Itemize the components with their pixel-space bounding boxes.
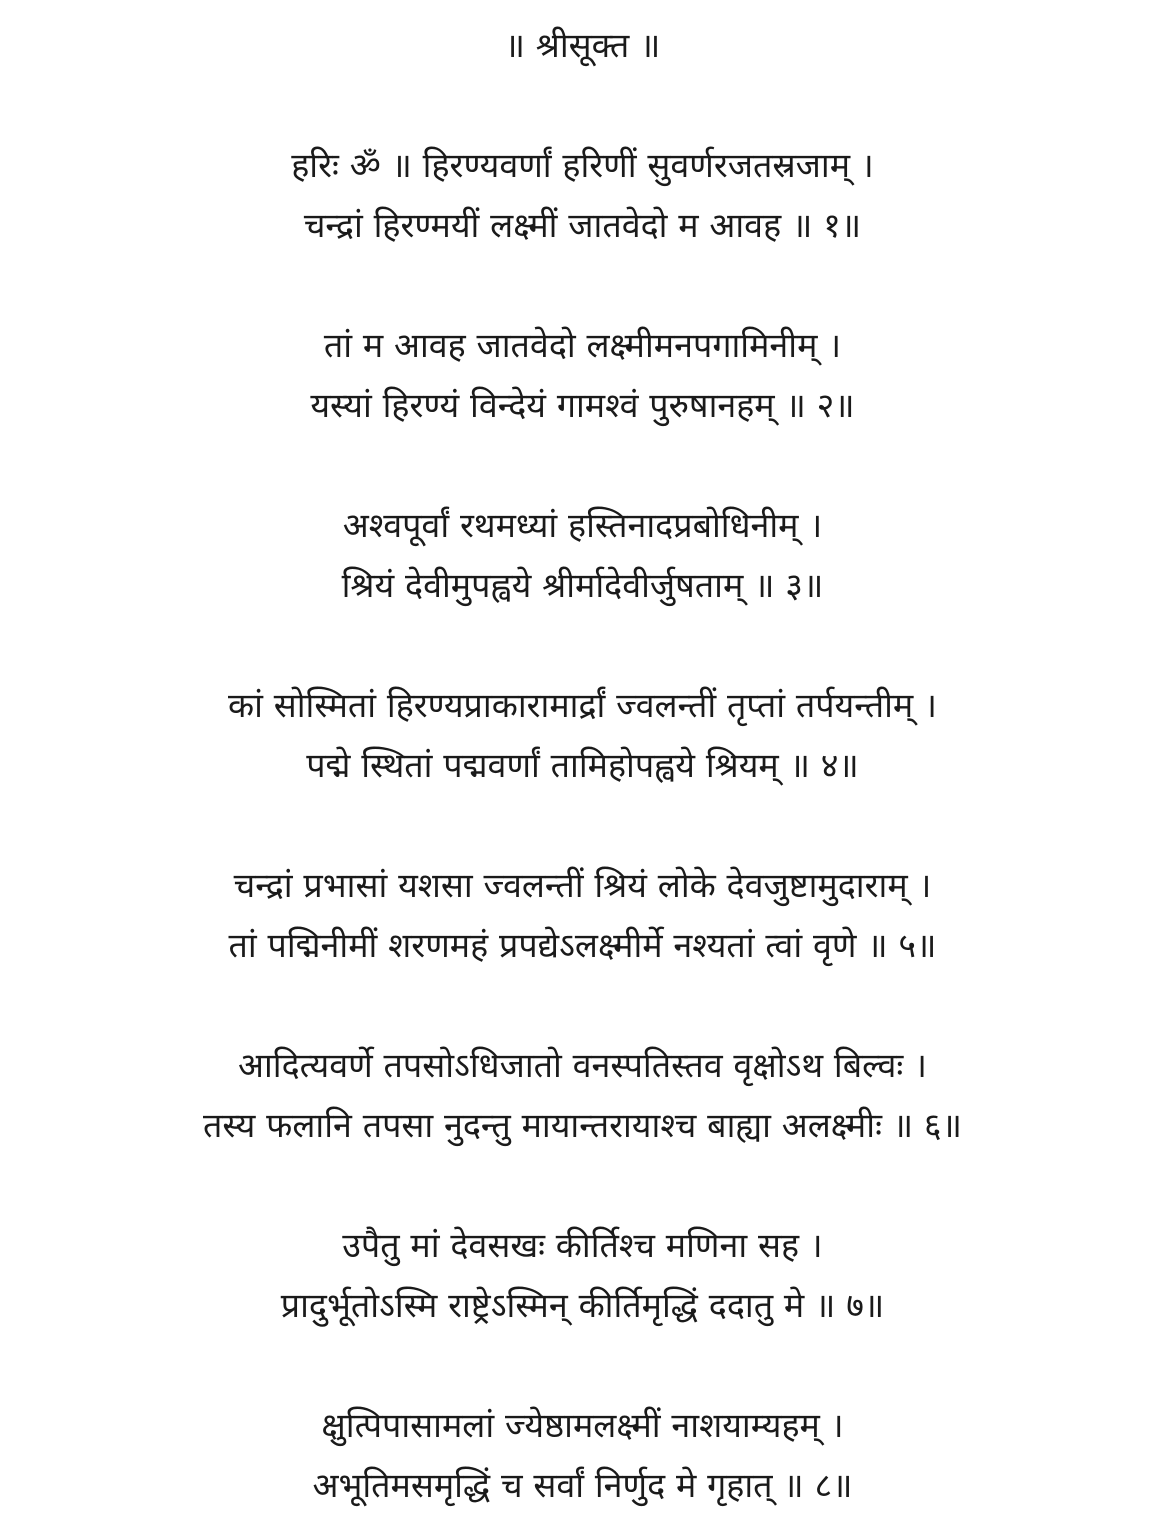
verse-7	[0, 1216, 1165, 1336]
verse-4-line-2: पद्मे स्थितां पद्मवर्णां तामिहोपह्वये श्रियम् ॥ ४॥	[306, 746, 859, 786]
verse-7-line-1: उपैतु मां देवसखः कीर्तिश्च मणिना सह ।	[342, 1226, 823, 1266]
verse-3-line-2: श्रियं देवीमुपह्वये श्रीर्मादेवीर्जुषताम् ॥ ३॥	[341, 566, 824, 606]
verse-5	[0, 856, 1165, 976]
verse-8	[0, 1396, 1165, 1516]
document-title: ॥ श्रीसूक्त ॥	[504, 26, 661, 66]
verse-8-line-1: क्षुत्पिपासामलां ज्येष्ठामलक्ष्मीं नाशयाम्यहम् ।	[321, 1406, 844, 1446]
verse-2-line-1: तां म आवह जातवेदो लक्ष्मीमनपगामिनीम् ।	[323, 326, 842, 366]
verse-3-line-1: अश्वपूर्वां रथमध्यां हस्तिनादप्रबोधिनीम् ।	[342, 506, 823, 546]
verse-6-line-2: तस्य फलानि तपसा नुदन्तु मायान्तरायाश्च बाह्या अलक्ष्मीः ॥ ६॥	[203, 1106, 962, 1146]
verse-1-line-2: चन्द्रां हिरण्मयीं लक्ष्मीं जातवेदो म आवह ॥ १॥	[303, 206, 862, 246]
verse-4	[0, 676, 1165, 796]
verse-6-line-1: आदित्यवर्णे तपसोऽधिजातो वनस्पतिस्तव वृक्षोऽथ बिल्वः ।	[238, 1046, 927, 1086]
verse-2-line-2: यस्यां हिरण्यं विन्देयं गामश्वं पुरुषानहम् ॥ २॥	[310, 386, 855, 426]
verse-2	[0, 316, 1165, 436]
verse-4-line-1: कां सोस्मितां हिरण्यप्राकारामार्द्रां ज्वलन्तीं तृप्तां तर्पयन्तीम् ।	[228, 686, 937, 726]
verse-6	[0, 1036, 1165, 1156]
verse-8-line-2: अभूतिमसमृद्धिं च सर्वां निर्णुद मे गृहात् ॥ ८॥	[312, 1466, 853, 1506]
verse-1	[0, 136, 1165, 256]
verse-5-line-1: चन्द्रां प्रभासां यशसा ज्वलन्तीं श्रियं लोके देवजुष्टामुदाराम् ।	[233, 866, 932, 906]
verse-3	[0, 496, 1165, 616]
verse-7-line-2: प्रादुर्भूतोऽस्मि राष्ट्रेऽस्मिन् कीर्तिमृद्धिं ददातु मे ॥ ७॥	[280, 1286, 885, 1326]
verse-5-line-2: तां पद्मिनीमीं शरणमहं प्रपद्येऽलक्ष्मीर्मे नश्यतां त्वां वृणे ॥ ५॥	[228, 926, 937, 966]
verse-1-line-1: हरिः ॐ ॥ हिरण्यवर्णां हरिणीं सुवर्णरजतस्रजाम् ।	[291, 146, 874, 186]
